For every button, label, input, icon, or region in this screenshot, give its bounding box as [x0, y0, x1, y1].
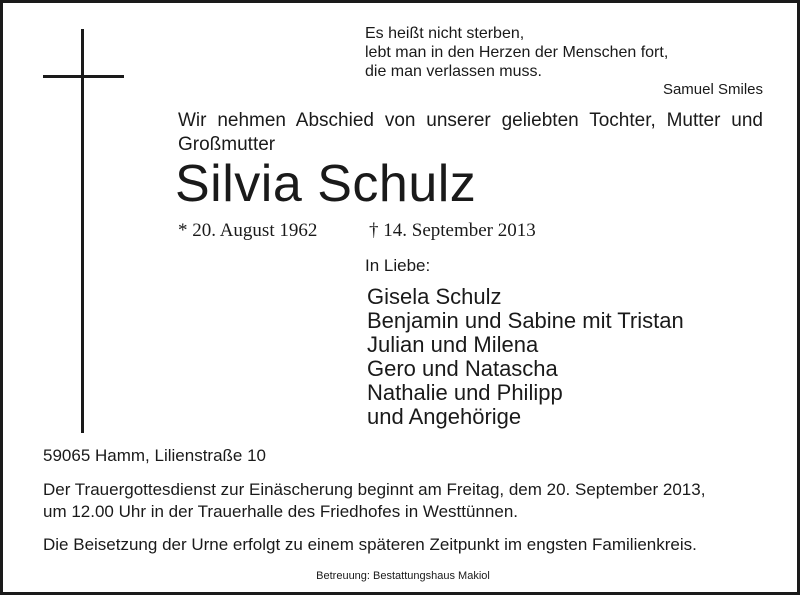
quote [365, 24, 765, 81]
mourner-item: Gisela Schulz [367, 284, 502, 309]
mourner-item: Julian und Milena [367, 332, 539, 357]
birth-date: * 20. August 1962 [178, 220, 318, 241]
cross-icon-vertical [81, 29, 84, 433]
quote-line: Es heißt nicht sterben, [365, 25, 525, 42]
mourner-item: und Angehörige [367, 404, 522, 429]
in-love-label: In Liebe: [365, 256, 431, 275]
mourner-item: Gero und Natascha [367, 356, 558, 381]
quote-author: Samuel Smiles [662, 81, 763, 98]
service-line: Der Trauergottesdienst zur Einäscherung beginnt am Freitag, dem 20. September 2013, [43, 480, 706, 499]
quote-line: lebt man in den Herzen der Menschen fort, [365, 44, 669, 61]
funeral-home-credit: Betreuung: Bestattungshaus Makiol [316, 570, 490, 582]
cross-icon-horizontal [43, 75, 124, 78]
quote-line: die man verlassen muss. [365, 63, 542, 80]
burial-info: Die Beisetzung der Urne erfolgt zu einem späteren Zeitpunkt im engsten Familienkreis. [43, 535, 697, 554]
address: 59065 Hamm, Lilienstraße 10 [43, 446, 267, 465]
intro-text: Wir nehmen Abschied von unserer geliebten Tochter, Mutter und Großmutter [178, 110, 763, 155]
mourner-item: Nathalie und Philipp [367, 380, 563, 405]
death-date: † 14. September 2013 [369, 220, 536, 241]
service-line: um 12.00 Uhr in der Trauerhalle des Friedhofes in Westtünnen. [43, 502, 519, 521]
mourner-item: Benjamin und Sabine mit Tristan [367, 308, 684, 333]
service-info [43, 479, 768, 523]
mourners-list [367, 285, 684, 429]
deceased-name: Silvia Schulz [175, 155, 477, 213]
